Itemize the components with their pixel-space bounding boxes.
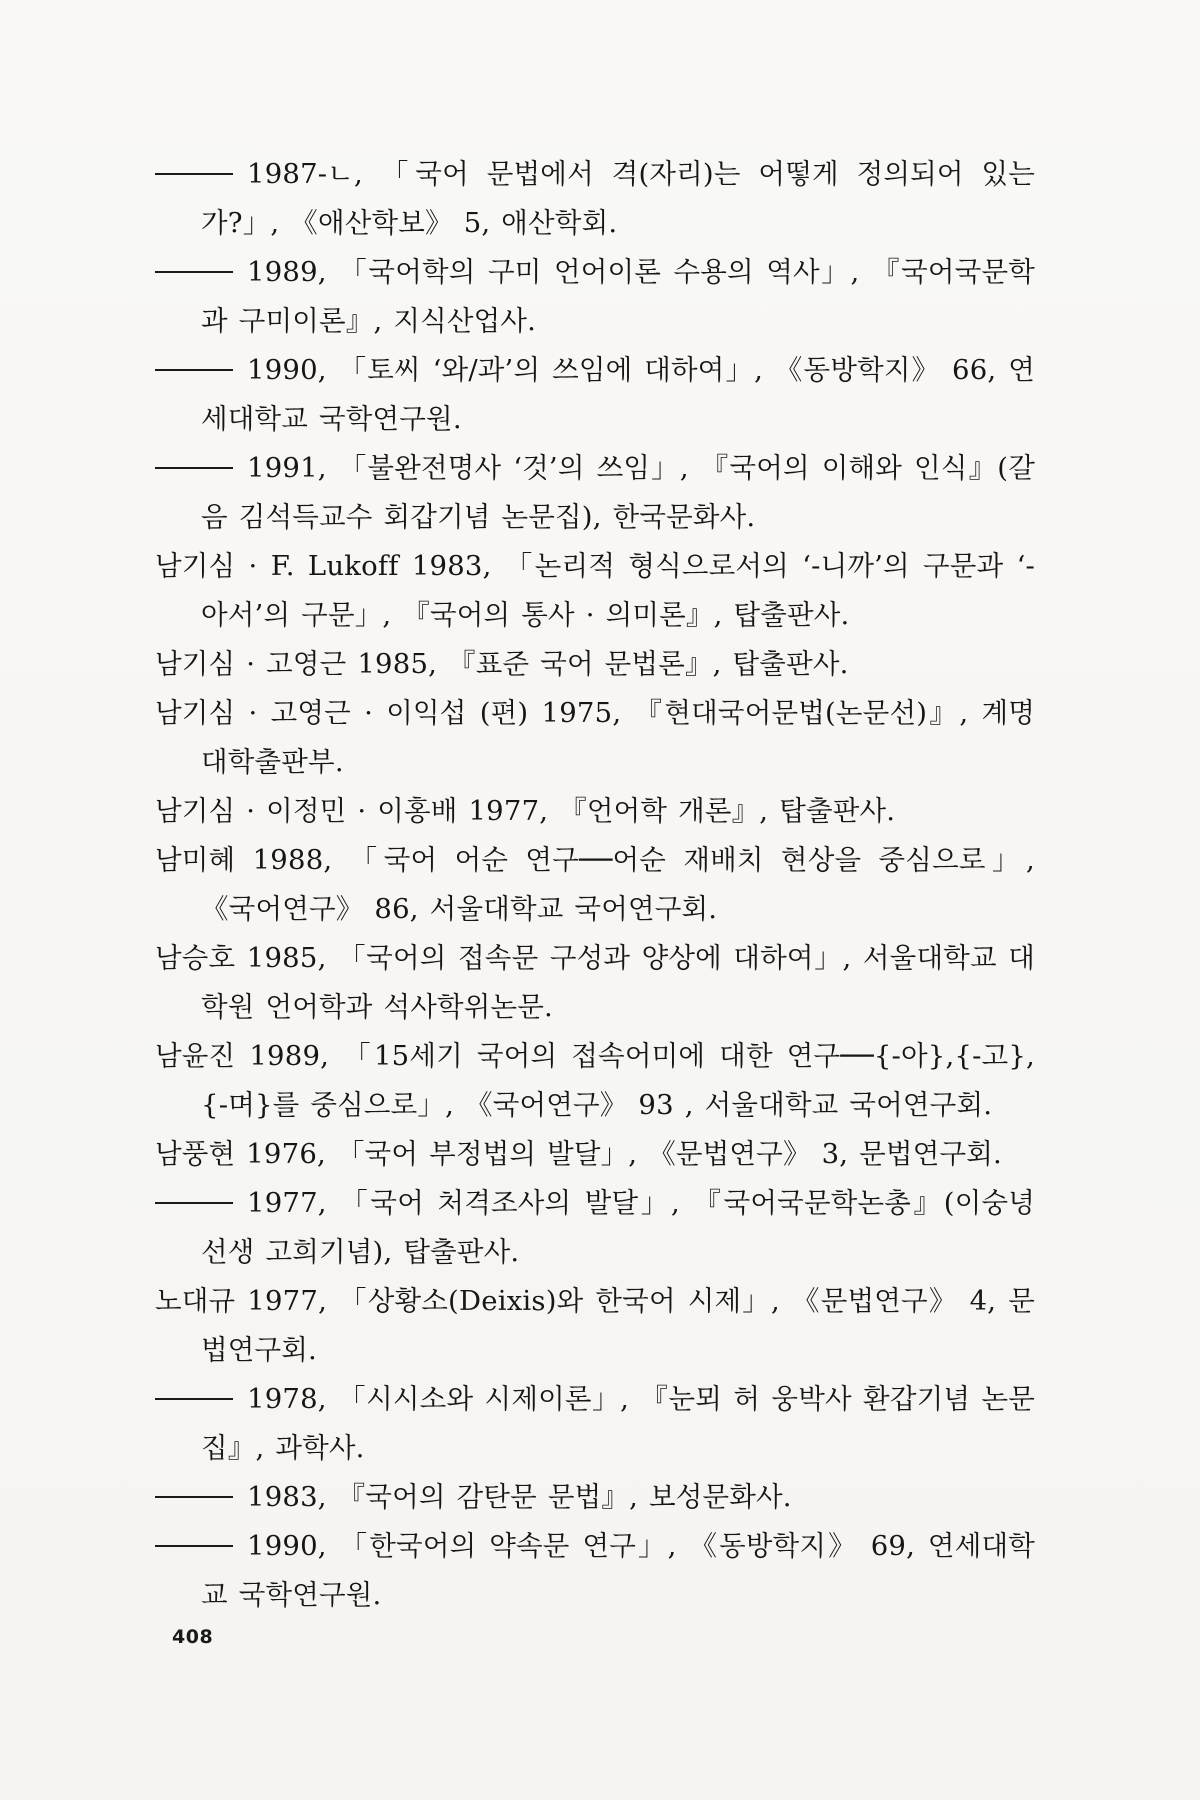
- page-number: 408: [172, 1626, 214, 1648]
- reference-text: 남기심 · F. Lukoff 1983, 「논리적 형식으로서의 ‘-니까’의 구문과 ‘-아서’의 구문」, 『국어의 통사 · 의미론』, 탑출판사.: [155, 550, 1035, 631]
- reference-text: 1987-ㄴ, 「국어 문법에서 격(자리)는 어떻게 정의되어 있는가?」, 《애산학보》 5, 애산학회.: [201, 158, 1035, 239]
- reference-text: 1991, 「불완전명사 ‘것’의 쓰임」, 『국어의 이해와 인식』(갈음 김석득교수 회갑기념 논문집), 한국문화사.: [201, 452, 1035, 533]
- reference-entry: [155, 1032, 1035, 1130]
- reference-entry: [155, 444, 1035, 542]
- reference-entry: [155, 346, 1035, 444]
- reference-entry: [155, 542, 1035, 640]
- reference-entry: [155, 1277, 1035, 1375]
- reference-entry: [155, 787, 1035, 836]
- repeat-author-dash: [155, 1202, 233, 1204]
- reference-entry: [155, 1130, 1035, 1179]
- reference-text: 남윤진 1989, 「15세기 국어의 접속어미에 대한 연구──{-아},{-고},{-며}를 중심으로」, 《국어연구》 93 , 서울대학교 국어연구회.: [155, 1040, 1035, 1121]
- reference-entry: [155, 1522, 1035, 1620]
- reference-entry: [155, 1473, 1035, 1522]
- reference-entry: [155, 150, 1035, 248]
- reference-entry: [155, 689, 1035, 787]
- repeat-author-dash: [155, 173, 233, 175]
- repeat-author-dash: [155, 467, 233, 469]
- reference-text: 남기심 · 고영근 1985, 『표준 국어 문법론』, 탑출판사.: [155, 648, 849, 680]
- reference-entry: [155, 1179, 1035, 1277]
- reference-text: 1978, 「시시소와 시제이론」, 『눈뫼 허 웅박사 환갑기념 논문집』, 과학사.: [201, 1383, 1035, 1464]
- reference-text: 남미혜 1988, 「국어 어순 연구──어순 재배치 현상을 중심으로」, 《국어연구》 86, 서울대학교 국어연구회.: [155, 844, 1035, 925]
- reference-text: 1989, 「국어학의 구미 언어이론 수용의 역사」, 『국어국문학과 구미이론』, 지식산업사.: [201, 256, 1035, 337]
- reference-text: 남승호 1985, 「국어의 접속문 구성과 양상에 대하여」, 서울대학교 대학원 언어학과 석사학위논문.: [155, 942, 1035, 1023]
- reference-text: 1977, 「국어 처격조사의 발달」, 『국어국문학논총』(이숭녕선생 고희기념), 탑출판사.: [201, 1187, 1035, 1268]
- reference-entry: [155, 1375, 1035, 1473]
- reference-text: 1990, 「토씨 ‘와/과’의 쓰임에 대하여」, 《동방학지》 66, 연세대학교 국학연구원.: [201, 354, 1035, 435]
- reference-entry: [155, 934, 1035, 1032]
- reference-text: 노대규 1977, 「상황소(Deixis)와 한국어 시제」, 《문법연구》 4, 문법연구회.: [155, 1285, 1035, 1366]
- reference-list: [155, 150, 1035, 1620]
- reference-entry: [155, 640, 1035, 689]
- reference-text: 1983, 『국어의 감탄문 문법』, 보성문화사.: [247, 1481, 792, 1513]
- repeat-author-dash: [155, 1496, 233, 1498]
- reference-entry: [155, 836, 1035, 934]
- repeat-author-dash: [155, 369, 233, 371]
- reference-text: 남기심 · 이정민 · 이홍배 1977, 『언어학 개론』, 탑출판사.: [155, 795, 896, 827]
- repeat-author-dash: [155, 1398, 233, 1400]
- reference-text: 남기심 · 고영근 · 이익섭 (편) 1975, 『현대국어문법(논문선)』, 계명대학출판부.: [155, 697, 1035, 778]
- repeat-author-dash: [155, 271, 233, 273]
- reference-text: 남풍현 1976, 「국어 부정법의 발달」, 《문법연구》 3, 문법연구회.: [155, 1138, 1002, 1170]
- repeat-author-dash: [155, 1545, 233, 1547]
- reference-entry: [155, 248, 1035, 346]
- reference-text: 1990, 「한국어의 약속문 연구」, 《동방학지》 69, 연세대학교 국학연구원.: [201, 1530, 1035, 1611]
